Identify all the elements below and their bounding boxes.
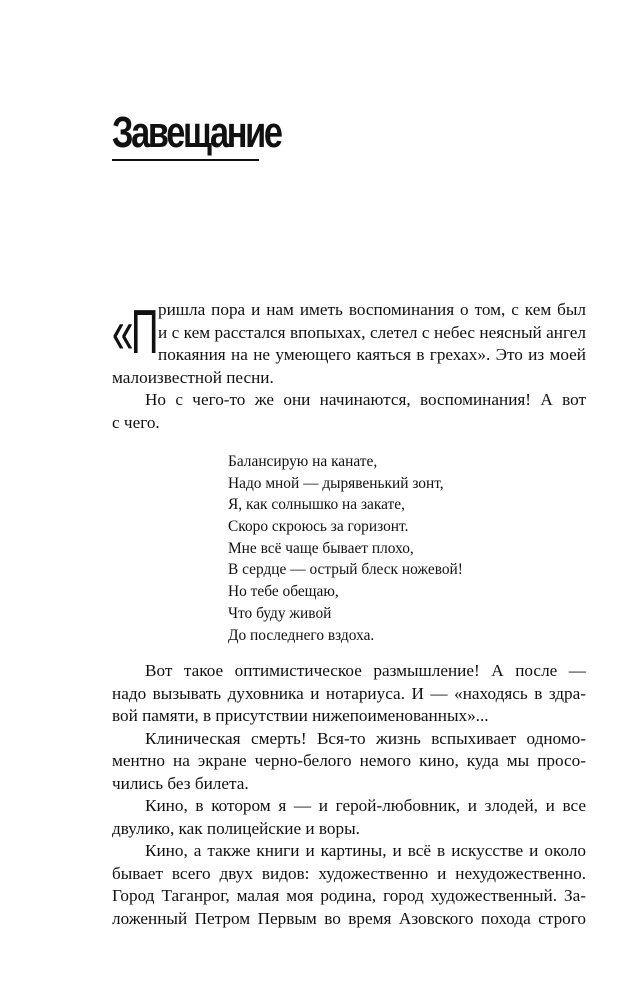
chapter-title: Завещание — [112, 108, 281, 157]
body-line: Кино, в котором я — и герой-любовник, и злодей, и все — [145, 796, 586, 815]
intro-paragraph — [112, 299, 586, 389]
intro-line: и с кем расстался впопыхах, слетел с небес неясный ангел — [158, 322, 586, 342]
paragraph-line: с чего. — [112, 412, 160, 432]
poem-line: Балансирую на канате, — [228, 453, 378, 470]
body-line: надо вызывать духовника и нотариуса. И — «находясь в здра- — [112, 683, 586, 703]
paragraph-2 — [112, 389, 586, 434]
drop-cap: «П — [112, 298, 157, 367]
body-line: двулико, как полицейские и воры. — [112, 818, 360, 838]
body-line: бывает всего двух видов: художественно и нехудожественно. — [112, 863, 586, 883]
intro-line: покаяния на не умеющего каяться в грехах». Это из моей — [158, 345, 586, 364]
body-line: вой памяти, в присутствии нижепоименованных»... — [112, 706, 489, 725]
body-line: чились без билета. — [112, 773, 249, 793]
poem-line: Мне всё чаще бывает плохо, — [228, 539, 414, 557]
poem-line: До последнего вздоха. — [228, 626, 375, 644]
body-line: Кино, а также книги и картины, и всё в искусстве и около — [145, 841, 586, 860]
title-underline — [112, 159, 259, 161]
poem-line: Я, как солнышко на закате, — [228, 496, 405, 514]
intro-line: малоизвестной песни. — [112, 367, 274, 387]
poem-line: Скоро скроюсь за горизонт. — [228, 518, 409, 536]
poem-line: В сердце — острый блеск ножевой! — [228, 561, 463, 579]
paragraph-line: Но с чего-то же они начинаются, воспоминания! А вот — [145, 390, 586, 409]
body-line: Город Таганрог, малая моя родина, город художественный. За- — [112, 886, 586, 905]
body-line: ментно на экране черно-белого немого кино, куда мы просо- — [112, 751, 586, 770]
body-line: Клиническая смерть! Вся-то жизнь вспыхивает одномо- — [145, 728, 586, 748]
poem — [228, 451, 463, 646]
intro-line: ришла пора и нам иметь воспоминания о том, с кем был — [158, 300, 586, 319]
body-text — [112, 660, 586, 930]
poem-line: Что буду живой — [228, 604, 332, 622]
poem-line: Но тебе обещаю, — [228, 583, 339, 601]
body-line: Вот такое оптимистическое размышление! А после — — [145, 661, 586, 680]
poem-line: Надо мной — дырявенький зонт, — [228, 474, 444, 492]
body-line: ложенный Петром Первым во время Азовского похода строго — [112, 908, 586, 928]
